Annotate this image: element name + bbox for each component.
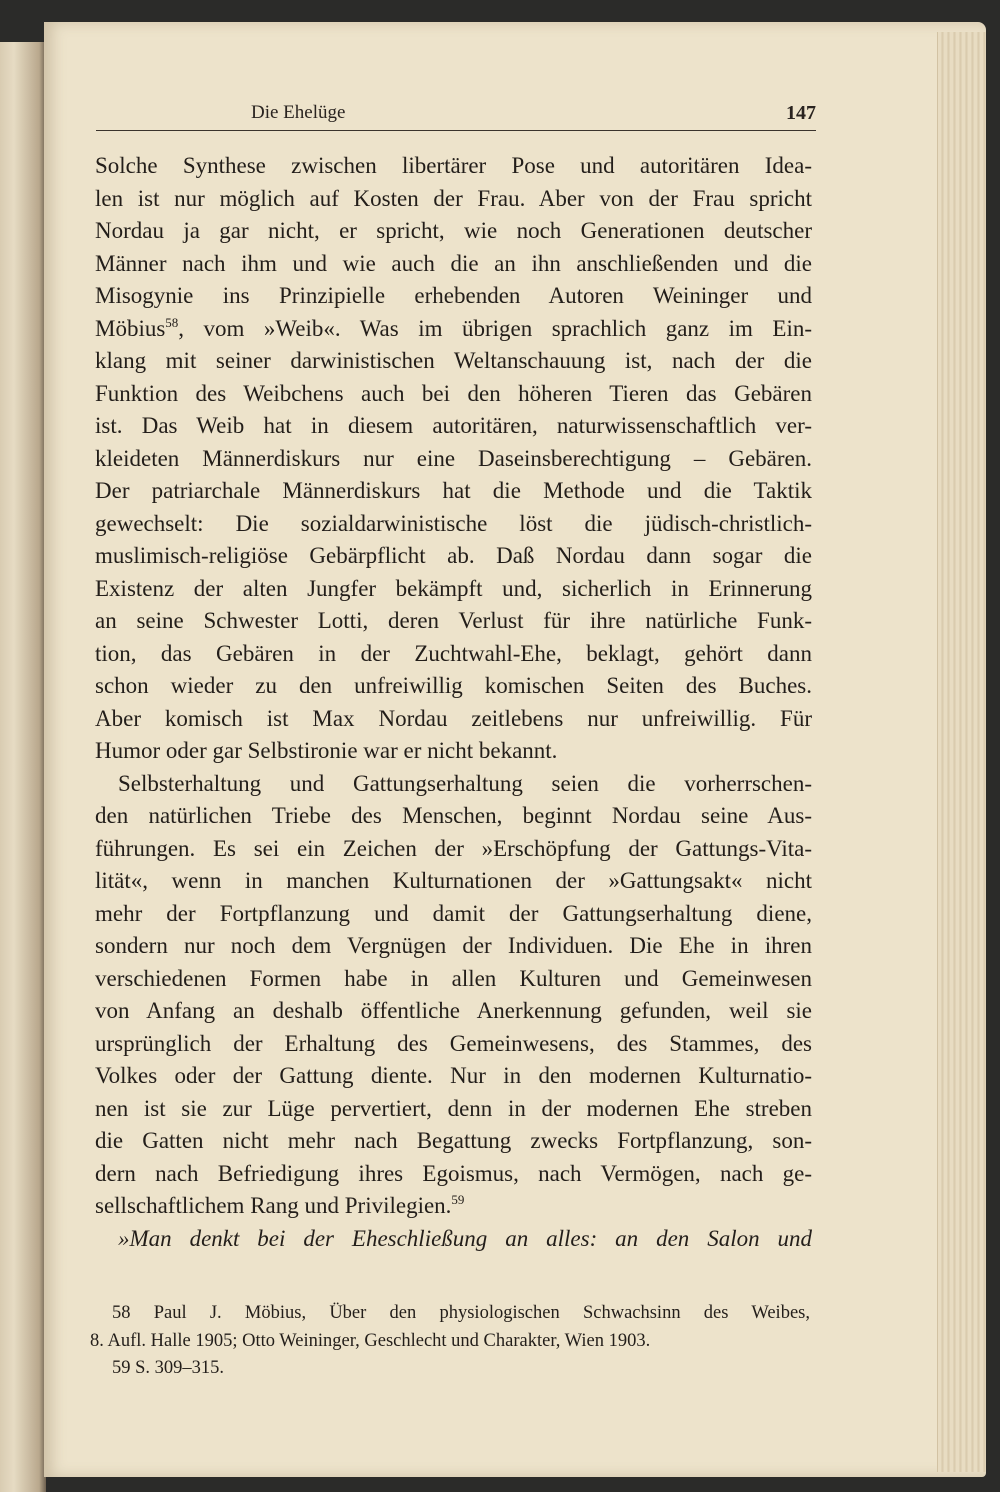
text-segment: den natürlichen Triebe des Menschen, beginnt Nordau seine Aus- (95, 803, 812, 828)
text-line (95, 1093, 812, 1126)
text-line (95, 183, 812, 216)
text-segment: von Anfang an deshalb öffentliche Anerkennung gefunden, weil sie (95, 998, 812, 1023)
text-segment: Aber komisch ist Max Nordau zeitlebens nur unfreiwillig. Für (95, 705, 812, 731)
text-segment: nen ist sie zur Lüge pervertiert, denn in der modernen Ehe streben (95, 1095, 812, 1121)
text-segment: führungen. Es sei ein Zeichen der »Erschöpfung der Gattungs-Vita- (95, 835, 812, 861)
page-number: 147 (786, 102, 816, 124)
book-page (44, 22, 986, 1477)
text-line (95, 345, 812, 378)
text-line (95, 1125, 812, 1158)
body-text (95, 150, 812, 1255)
text-segment: gewechselt: Die sozialdarwinistische löst die jüdisch-christlich- (95, 510, 812, 536)
text-segment: Humor oder gar Selbstironie war er nicht bekannt. (95, 738, 558, 763)
page-stack-edge (937, 32, 986, 1472)
text-segment: ursprünglich der Erhaltung des Gemeinwesens, des Stammes, des (95, 1030, 812, 1056)
running-header (96, 82, 816, 124)
header-rule (96, 130, 816, 131)
text-segment: Existenz der alten Jungfer bekämpft und, sicherlich in Erinnerung (95, 575, 812, 601)
text-segment: sellschaftlichem Rang und Privilegien. (95, 1193, 452, 1218)
text-line (95, 995, 812, 1028)
text-segment: sondern nur noch dem Vergnügen der Individuen. Die Ehe in ihren (95, 933, 812, 958)
text-segment: Volkes oder der Gattung diente. Nur in den modernen Kulturnatio- (95, 1063, 812, 1088)
text-line (95, 150, 812, 183)
text-segment: schon wieder zu den unfreiwillig komischen Seiten des Buches. (95, 673, 812, 698)
adjacent-page-edge (0, 42, 46, 1492)
text-segment: Der patriarchale Männerdiskurs hat die Methode und die Taktik (95, 478, 812, 503)
text-segment: Misogynie ins Prinzipielle erhebenden Autoren Weininger und (95, 283, 812, 308)
text-line (95, 248, 812, 281)
text-segment: , vom »Weib«. Was im übrigen sprachlich ganz im Ein- (178, 315, 812, 341)
text-segment: ist. Das Weib hat in diesem autoritären, naturwissenschaftlich ver- (95, 413, 812, 438)
text-segment: dern nach Befriedigung ihres Egoismus, nach Vermögen, nach ge- (95, 1160, 812, 1186)
footnote-line: 59 S. 309–315. (112, 1358, 225, 1378)
text-segment: tion, das Gebären in der Zuchtwahl-Ehe, beklagt, gehört dann (95, 640, 812, 666)
text-line (95, 930, 812, 963)
text-segment: die Gatten nicht mehr nach Begattung zwecks Fortpflanzung, son- (95, 1128, 812, 1153)
text-line (95, 443, 812, 476)
text-line (95, 768, 812, 801)
text-segment: len ist nur möglich auf Kosten der Frau. Aber von der Frau spricht (95, 185, 812, 211)
text-line (95, 410, 812, 443)
text-line (95, 898, 812, 931)
text-line (95, 833, 812, 866)
text-line (95, 670, 812, 703)
running-title: Die Ehelüge (251, 102, 346, 123)
text-segment: Männer nach ihm und wie auch die an ihn anschließenden und die (95, 250, 812, 276)
text-line (95, 573, 812, 606)
text-segment: »Man denkt bei der Eheschließung an alles: an den Salon und (118, 1225, 812, 1251)
footnote-reference: 59 (451, 1192, 465, 1207)
text-segment: mehr der Fortpflanzung und damit der Gattungserhaltung diene, (95, 900, 812, 926)
text-segment: Möbius (95, 315, 166, 341)
paragraph (95, 768, 812, 1223)
text-line (95, 313, 812, 346)
text-line (95, 703, 812, 736)
text-segment: Solche Synthese zwischen libertärer Pose und autoritären Idea- (95, 153, 812, 178)
text-segment: kleideten Männerdiskurs nur eine Daseinsberechtigung – Gebären. (95, 445, 812, 471)
text-segment: Nordau ja gar nicht, er spricht, wie noch Generationen deutscher (95, 218, 812, 243)
text-segment: Selbsterhaltung und Gattungserhaltung seien die vorherrschen- (118, 770, 812, 796)
text-line (95, 475, 812, 508)
text-line (95, 963, 812, 996)
text-line (95, 508, 812, 541)
footnote-reference: 58 (165, 314, 179, 330)
text-line (95, 865, 812, 898)
text-line (95, 605, 812, 638)
text-segment: Funktion des Weibchens auch bei den höheren Tieren das Gebären (95, 380, 812, 406)
text-line (95, 1223, 812, 1256)
text-line (95, 1158, 812, 1191)
text-segment: klang mit seiner darwinistischen Weltanschauung ist, nach der die (95, 348, 812, 373)
text-line (95, 1028, 812, 1061)
text-segment: verschiedenen Formen habe in allen Kulturen und Gemeinwesen (95, 965, 812, 991)
text-line (95, 215, 812, 248)
text-segment: an seine Schwester Lotti, deren Verlust für ihre natürliche Funk- (95, 608, 812, 633)
text-line (95, 1060, 812, 1093)
text-line (95, 735, 812, 768)
text-line (95, 800, 812, 833)
footnote-line: 58 Paul J. Möbius, Über den physiologischen Schwachsinn des Weibes, (112, 1303, 810, 1323)
paragraph (95, 150, 812, 768)
text-line (95, 1190, 812, 1223)
text-line (95, 378, 812, 411)
text-line (95, 540, 812, 573)
text-segment: lität«, wenn in manchen Kulturnationen der »Gattungsakt« nicht (95, 868, 812, 893)
footnotes (90, 1300, 810, 1383)
text-line (95, 638, 812, 671)
text-segment: muslimisch-religiöse Gebärpflicht ab. Daß Nordau dann sogar die (95, 543, 812, 568)
paragraph (95, 1223, 812, 1256)
text-line (95, 280, 812, 313)
footnote-line: 8. Aufl. Halle 1905; Otto Weininger, Geschlecht und Charakter, Wien 1903. (90, 1330, 651, 1351)
